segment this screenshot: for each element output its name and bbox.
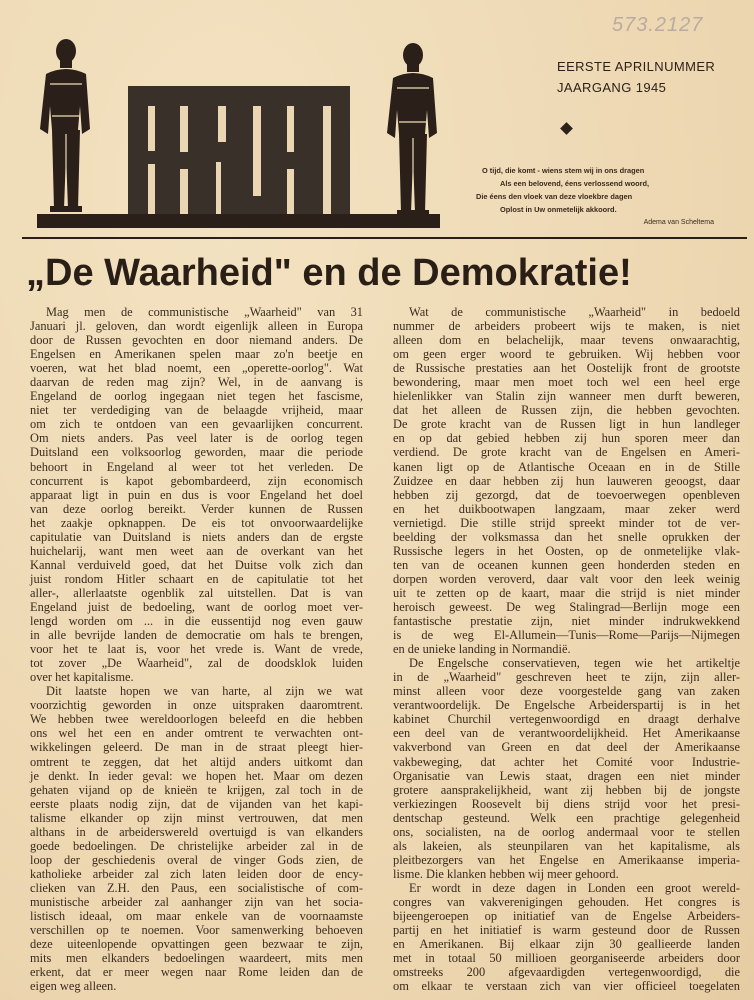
article-paragraph [30, 684, 363, 993]
text-line: hielenlikker van Stalin zijn wanneer men durft beweren, [393, 389, 740, 404]
text-line: eerste plaats nodig zijn, dat de vijanden van het kapi- [30, 796, 363, 811]
poem-line: Oplost in Uw onmetelijk akkoord. [500, 205, 617, 214]
text-line: omstreeks 200 afgevaardigden vertegenwoordigd, die [393, 965, 740, 980]
article-paragraph [393, 881, 740, 993]
text-line: lisme. Die klanken hebben wij meer gehoord. [393, 866, 619, 881]
text-line: bewondering, maar men moet toch wel een heel erge [393, 375, 740, 390]
text-line: eigen weg alleen. [30, 979, 117, 994]
text-line: capitulatie van Duitsland is niets anders dan de ergste [30, 529, 363, 544]
article-paragraph [30, 305, 363, 684]
text-line: verschillen op te noemen. Voor samenwerking behoeven [30, 923, 363, 938]
text-line: talisme elkander op zijn minst vertrouwen, dat men [30, 810, 363, 825]
text-line: behoort in Engeland al weer tot het verleden. De [30, 459, 363, 474]
poem-line: O tijd, die komt - wiens stem wij in ons dragen [482, 166, 645, 175]
text-line: de Russische prestaties aan het Oostelijk front de grootste [393, 361, 740, 376]
text-line: apparaat ligt in puin en dus is voor Engeland het doel [30, 487, 363, 502]
text-line: mits men elkanders bedoelingen waardeert, mits men [30, 951, 363, 966]
text-line: fantastische prestatie zijn, niet minder indrukwekkend [393, 614, 740, 629]
issue-info [557, 56, 737, 98]
text-line: van deze oorlog bereikt. Verder kunnen de Russen [30, 501, 363, 516]
text-line: concurrent is kapot gebombardeerd, zijn economisch [30, 473, 363, 488]
article-paragraph [393, 305, 740, 656]
article-left-column [30, 305, 363, 993]
text-line: listisch ideaal, om maar enkele van de voornaamste [30, 909, 363, 924]
text-line: dat het alleen de Russen zijn, die hebben gevochten. [393, 403, 740, 418]
text-line: uit te zetten op de kaart, maar die strijd is niet minder [393, 585, 740, 600]
text-line: en Amerikanen. Bij elkaar zijn 30 geallieerde landen [393, 937, 740, 952]
text-line: Organisatie van Lewis staat, dragen een niet minder [393, 768, 740, 783]
text-line: als lakeien, als steunpilaren van het kapitalisme, als [393, 838, 740, 853]
text-line: Wat de communistische „Waarheid" in bedoeld [409, 305, 740, 319]
text-line: in alle bevrijde landen de democratie om hals te brengen, [30, 628, 363, 643]
text-line: in de „Waarheid" geschreven heet te zijn, zijn aller- [393, 670, 740, 685]
issue-year: JAARGANG 1945 [557, 80, 667, 95]
text-line: dorpen worden veroverd, daar valt voor den leek weinig [393, 571, 740, 586]
text-line: kanen ligt op de Atlantische Oceaan en in de Stille [393, 459, 740, 474]
text-line: grotere aansprakelijkheid, want zij hebben bij de jongste [393, 782, 740, 797]
text-line: over het kapitalisme. [30, 670, 134, 685]
text-line: katholieke arbeider zal zich laten leiden door de ency- [30, 866, 363, 881]
text-line: althans in de arbeiderswereld overtuigd is van elkanders [30, 824, 363, 839]
text-line: voeren, wat het blad noemt, een „operette-oorlog". Wat [30, 361, 363, 376]
text-line: De grote kracht van de Russen ligt in hun landleger [393, 417, 740, 432]
text-line: en de unieke landing in Normandië. [393, 642, 571, 657]
masthead-divider [22, 237, 747, 239]
poem-author: Adema van Scheltema [643, 219, 714, 226]
text-line: omtrent te zeggen, dat het altijd anders uitkomt dan [30, 754, 363, 769]
text-line: minst alleen voor deze voorgestelde gang van zaken [393, 684, 740, 699]
text-line: We hebben twee wereldoorlogen beleefd en die hebben [30, 712, 363, 727]
handwritten-archive-number: 573.2127 [612, 14, 704, 36]
text-line: heroisch geweest. De weg Stalingrad—Berlijn moge een [393, 599, 740, 614]
text-line: om geen erger woord te gebruiken. Wij hebben voor [393, 347, 740, 362]
text-line: ons wel het een en ander omtrent te verwachten ont- [30, 726, 363, 741]
text-line: en op dat gebied hebben zij hun sporen meer dan [393, 431, 740, 446]
text-line: nummer de arbeiders probeert wijs te maken, is niet [393, 319, 740, 334]
text-line: wikkelingen geleerd. De man in de straat pleegt hier- [30, 740, 363, 755]
text-line: kabinet Churchil vertegenwoordigd en draagt derhalve [393, 712, 740, 727]
text-line: is de weg El-Allumein—Tunis—Rome—Parijs—Nijmegen [393, 628, 740, 643]
right-figure-illustration [387, 43, 437, 216]
paraat-masthead-logo [30, 34, 445, 234]
poem-line: Die éens den vloek van deze vloekbre dagen [476, 192, 633, 201]
text-line: verantwoordelijk. De Engelsche Arbeiderspartij is in het [393, 698, 740, 713]
text-line: Kannal verduiveld goed, dat het Duitse volk zich dan [30, 557, 363, 572]
text-line: partij en het initiatief is warm gesteund door de Russen [393, 923, 740, 938]
text-line: Engelsen en Amerikanen spelen maar zo'n beetje en [30, 347, 363, 362]
article-paragraph [393, 656, 740, 881]
text-line: deze uiteenlopende opvattingen geen bezwaar te zijn, [30, 937, 363, 952]
text-line: loop der geschiedenis overal de vinger Gods zien, de [30, 852, 363, 867]
text-line: door de Russen gevochten en door niemand anders. De [30, 333, 363, 348]
text-line: Dit laatste hopen we van harte, al zijn we wat [46, 684, 363, 699]
text-line: Engeland juist de bedoeling, want de oorlog moet ver- [30, 599, 363, 614]
article-headline: „De Waarheid" en de Demokratie! [26, 252, 632, 294]
text-line: daarvan de reden mag zijn? Wel, in de aanvang is [30, 375, 363, 390]
text-line: vakverbond van Green en dat deel der Amerikaanse [393, 740, 740, 755]
text-line: pleitbezorgers van het Engelse en Amerikaanse imperia- [393, 852, 740, 867]
text-line: ten van de oceanen kunnen geen honderden steden en [393, 557, 740, 572]
text-line: Duitsland een volksoorlog geworden, maar die periode [30, 445, 363, 460]
article-right-column [393, 305, 740, 993]
text-line: niet ter verdediging van de belaagde vrijheid, maar [30, 403, 363, 418]
text-line: lengd worden om ... in die eussentijd nog even gauw [30, 614, 363, 629]
diamond-ornament-icon [560, 122, 573, 135]
left-figure-illustration [40, 39, 90, 212]
poem-line: Als een belovend, éens verlossend woord, [500, 179, 650, 188]
text-line: met in totaal 50 millioen georganiseerde arbeiders door [393, 951, 740, 966]
text-line: Januari jl. geloven, dan wordt eigenlijk alleen in Europa [30, 319, 363, 334]
text-line: beelding der volksmassa dan het snelle oprukken der [393, 529, 740, 544]
text-line: je denkt. In ieder geval: we hopen het. Maar om dezen [30, 768, 363, 783]
text-line: vakbeweging, dat achter het Comité voor Industrie- [393, 754, 740, 769]
text-line: om elkaar te verstaan zich van vier officieel toegelaten [393, 979, 740, 994]
text-line: Om niets anders. Pas veel later is de oorlog tegen [30, 431, 363, 446]
text-line: Mag men de communistische „Waarheid" van 31 [46, 305, 363, 319]
text-line: gehaten vijand op de knieën te krijgen, zal toch in de [30, 782, 363, 797]
issue-number: EERSTE APRILNUMMER [557, 59, 716, 74]
text-line: aller-, allerlaatste ogenblik zal uitstellen. Dat is van [30, 585, 363, 600]
text-line: voor het te laat is, voor het vrede is. Want de vrede, [30, 642, 363, 657]
text-line: verdiend. De grote kracht van de Engelsen en Ameri- [393, 445, 740, 460]
text-line: hebben zij gezorgd, dat de toevoerwegen openbleven [393, 487, 740, 502]
text-line: Russische legers in het Oosten, op de onmetelijke vlak- [393, 543, 740, 558]
text-line: verkiezingen Roosevelt bij diens strijd voor het presi- [393, 796, 740, 811]
text-line: en het duikbootwapen langzaam, maar zeker werd [393, 501, 740, 516]
text-line: juist rondom Hitler schaart en de capitulatie tot het [30, 571, 363, 586]
text-line: voorzichtig geworden in onze uitspraken daaromtrent. [30, 698, 363, 713]
text-line: om zich te ontdoen van een gevaarlijken concurrent. [30, 417, 363, 432]
text-line: clieken van Z.H. den Paus, een socialistische of com- [30, 880, 363, 895]
text-line: munistische arbeider zal aanhanger zijn van het socia- [30, 894, 363, 909]
text-line: Engeland de oorlog ingegaan niet tegen het fascisme, [30, 389, 363, 404]
text-line: het zaakje opknappen. De eis tot onvoorwaardelijke [30, 515, 363, 530]
text-line: dentschap gesteund. Welk een prachtige gelegenheid [393, 810, 740, 825]
text-line: ons, socialisten, na de oorlog andermaal voor te stellen [393, 824, 740, 839]
text-line: huichelarij, want men weet aan de overkant van het [30, 543, 363, 558]
text-line: alleen dom en belachelijk, maar tevens onwaarachtig, [393, 333, 740, 348]
text-line: een deel van de verantwoordelijkheid. Het Amerikaanse [393, 726, 740, 741]
text-line: tot zover „De Waarheid", zal de doodsklok luiden [30, 656, 363, 671]
text-line: Er wordt in deze dagen in Londen een groot wereld- [409, 880, 740, 895]
text-line: congres van vakverenigingen gehouden. Het congres is [393, 894, 740, 909]
text-line: goede bedoelingen. De christelijke arbeider zal in de [30, 838, 363, 853]
text-line: erkent, dat er meer wegen naar Rome leiden dan de [30, 965, 363, 980]
text-line: vernietigd. Die stille strijd spreekt minder tot de ver- [393, 515, 740, 530]
text-line: Zuidzee en daar hebben zij hun lauweren geoogst, daar [393, 473, 740, 488]
text-line: bijeengeroepen op initiatief van de Engelse Arbeiders- [393, 909, 740, 924]
text-line: De Engelsche conservatieven, tegen wie het artikeltje [409, 656, 740, 671]
poem-epigraph [470, 164, 720, 229]
